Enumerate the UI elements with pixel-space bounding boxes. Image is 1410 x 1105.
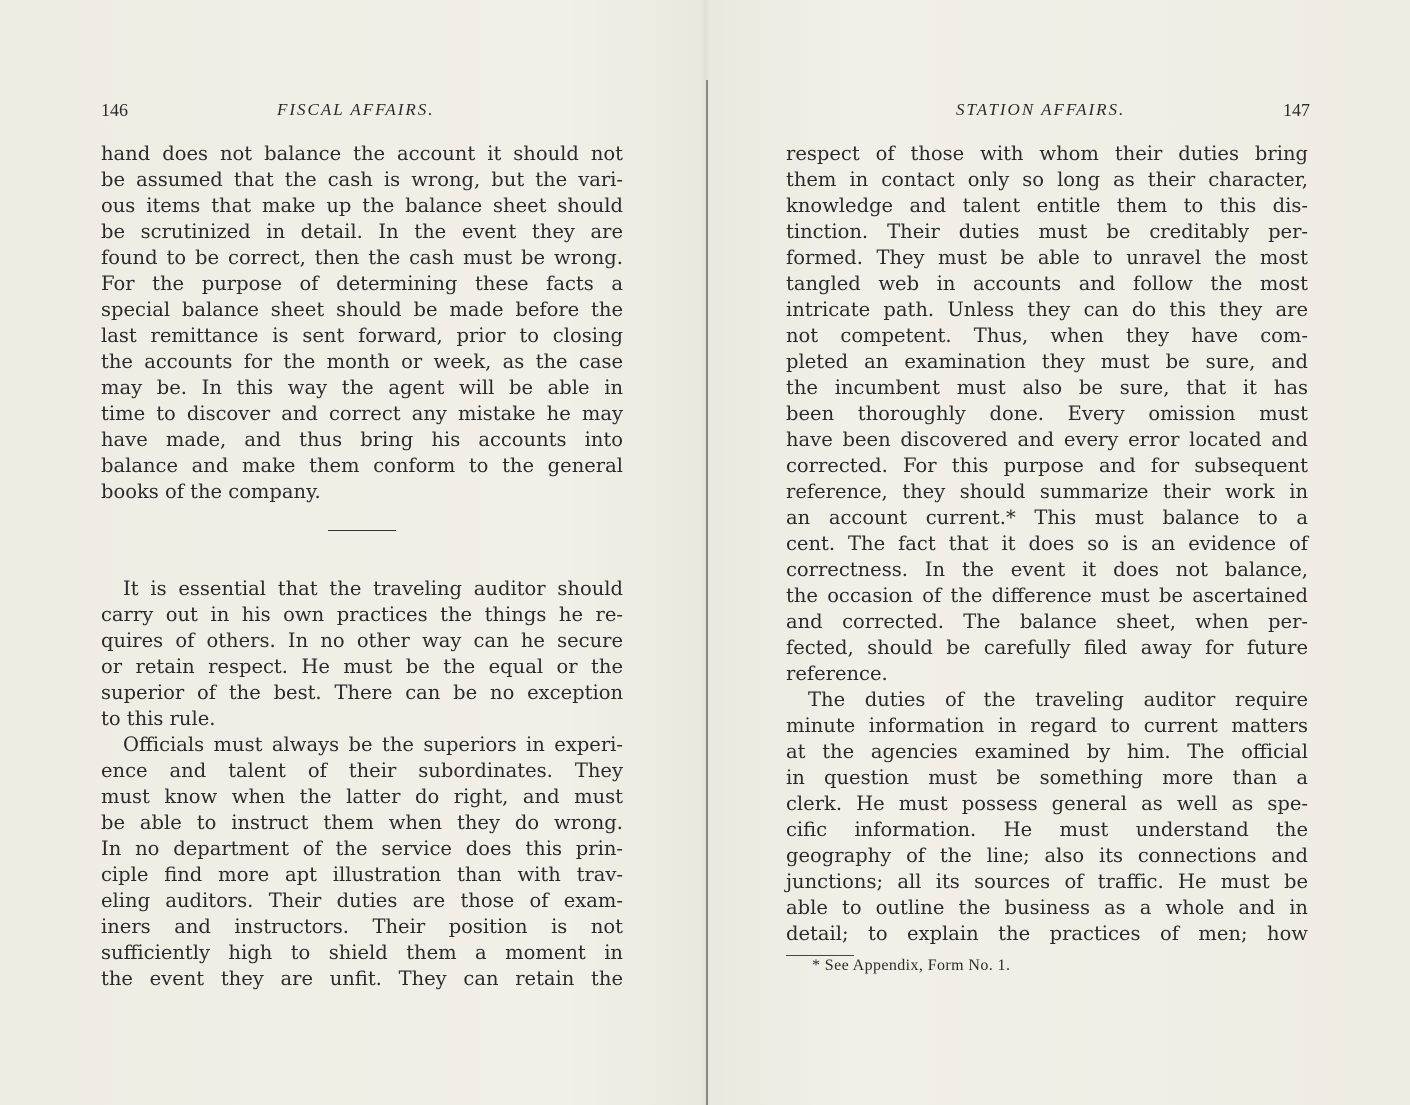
text-line: knowledge and talent entitle them to this dis-: [786, 194, 1308, 217]
left-paragraph-3: [101, 732, 623, 992]
text-line: geography of the line; also its connections and: [786, 844, 1308, 867]
right-page-header: [786, 100, 1310, 124]
right-paragraph-2: [786, 687, 1308, 947]
text-line: the event they are unfit. They can retain the: [101, 967, 623, 990]
text-line: correctness. In the event it does not balance,: [786, 558, 1308, 581]
text-line: the incumbent must also be sure, that it has: [786, 376, 1308, 399]
text-line: intricate path. Unless they can do this they are: [786, 298, 1308, 321]
text-line: carry out in his own practices the things he re-: [101, 603, 623, 626]
text-line: reference, they should summarize their work in: [786, 480, 1308, 503]
text-line: iners and instructors. Their position is not: [101, 915, 623, 938]
text-line: detail; to explain the practices of men; how: [786, 922, 1308, 945]
text-line: or retain respect. He must be the equal or the: [101, 655, 623, 678]
text-line: the occasion of the difference must be ascertained: [786, 584, 1308, 607]
text-line: sufficiently high to shield them a moment in: [101, 941, 623, 964]
text-line: may be. In this way the agent will be able in: [101, 376, 623, 399]
text-line: books of the company.: [101, 480, 321, 503]
text-line: hand does not balance the account it should not: [101, 142, 623, 165]
text-line: formed. They must be able to unravel the most: [786, 246, 1308, 269]
text-line: Officials must always be the superiors in experi-: [123, 733, 623, 756]
text-line: at the agencies examined by him. The official: [786, 740, 1308, 763]
text-line: balance and make them conform to the general: [101, 454, 623, 477]
left-paragraph-1: [101, 141, 623, 505]
footnote: * See Appendix, Form No. 1.: [812, 957, 1011, 974]
text-line: pleted an examination they must be sure, and: [786, 350, 1308, 373]
right-page-number: 147: [1283, 100, 1310, 120]
text-line: For the purpose of determining these facts a: [101, 272, 623, 295]
left-page-header: [101, 100, 641, 124]
text-line: clerk. He must possess general as well as spe-: [786, 792, 1308, 815]
text-line: them in contact only so long as their character,: [786, 168, 1308, 191]
text-line: junctions; all its sources of traffic. He must be: [786, 870, 1308, 893]
text-line: cent. The fact that it does so is an evidence of: [786, 532, 1308, 555]
text-line: be able to instruct them when they do wrong.: [101, 811, 623, 834]
text-line: cific information. He must understand the: [786, 818, 1308, 841]
footnote-rule: [786, 955, 854, 956]
text-line: ciple find more apt illustration than with trav-: [101, 863, 623, 886]
text-line: reference.: [786, 662, 888, 685]
text-line: the accounts for the month or week, as the case: [101, 350, 623, 373]
text-line: quires of others. In no other way can he secure: [101, 629, 623, 652]
text-line: respect of those with whom their duties bring: [786, 142, 1308, 165]
right-page-body: [786, 141, 1308, 947]
book-gutter: [706, 80, 708, 1105]
text-line: ence and talent of their subordinates. They: [101, 759, 623, 782]
text-line: In no department of the service does this prin-: [101, 837, 623, 860]
text-line: superior of the best. There can be no exception: [101, 681, 623, 704]
text-line: been thoroughly done. Every omission must: [786, 402, 1308, 425]
text-line: corrected. For this purpose and for subsequent: [786, 454, 1308, 477]
text-line: have been discovered and every error located and: [786, 428, 1308, 451]
text-line: to this rule.: [101, 707, 216, 730]
left-paragraph-2: [101, 576, 623, 732]
text-line: tinction. Their duties must be creditably per-: [786, 220, 1308, 243]
text-line: must know when the latter do right, and must: [101, 785, 623, 808]
text-line: ous items that make up the balance sheet should: [101, 194, 623, 217]
text-line: fected, should be carefully filed away for future: [786, 636, 1308, 659]
text-line: have made, and thus bring his accounts into: [101, 428, 623, 451]
text-line: be assumed that the cash is wrong, but the vari-: [101, 168, 623, 191]
left-page-body: [101, 141, 623, 992]
text-line: special balance sheet should be made before the: [101, 298, 623, 321]
text-line: eling auditors. Their duties are those of exam-: [101, 889, 623, 912]
text-line: last remittance is sent forward, prior to closing: [101, 324, 623, 347]
text-line: not competent. Thus, when they have com-: [786, 324, 1308, 347]
text-line: able to outline the business as a whole and in: [786, 896, 1308, 919]
text-line: minute information in regard to current matters: [786, 714, 1308, 737]
left-running-head: FISCAL AFFAIRS.: [277, 100, 435, 119]
text-line: found to be correct, then the cash must be wrong.: [101, 246, 623, 269]
text-line: and corrected. The balance sheet, when per-: [786, 610, 1308, 633]
text-line: The duties of the traveling auditor require: [808, 688, 1308, 711]
text-line: tangled web in accounts and follow the most: [786, 272, 1308, 295]
text-line: an account current.* This must balance to a: [786, 506, 1308, 529]
text-line: be scrutinized in detail. In the event they are: [101, 220, 623, 243]
text-line: time to discover and correct any mistake he may: [101, 402, 623, 425]
text-line: It is essential that the traveling auditor should: [123, 577, 623, 600]
text-line: in question must be something more than a: [786, 766, 1308, 789]
right-paragraph-1: [786, 141, 1308, 687]
right-running-head: STATION AFFAIRS.: [956, 100, 1126, 119]
left-page-number: 146: [101, 100, 128, 120]
